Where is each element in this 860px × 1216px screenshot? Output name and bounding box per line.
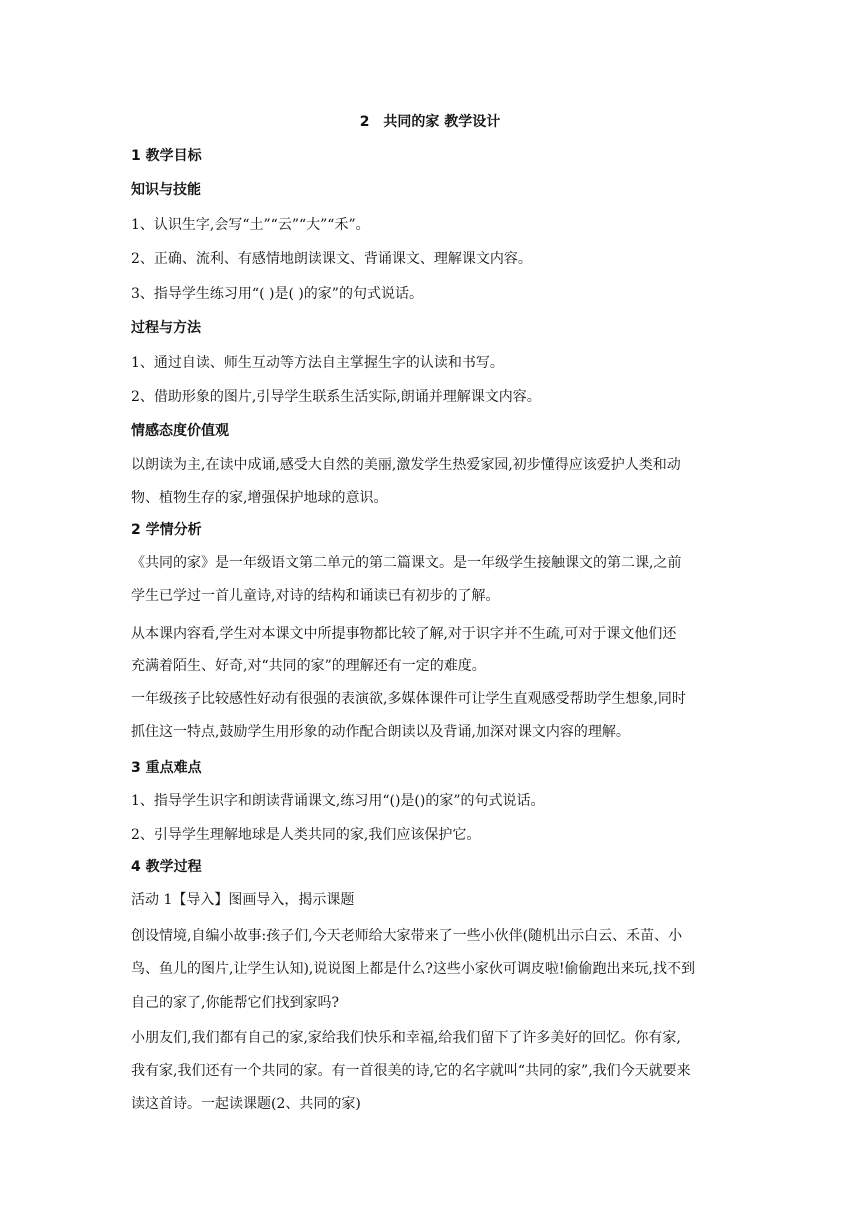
section-heading-process: 4 教学过程	[131, 859, 202, 875]
paragraph-line: 我有家,我们还有一个共同的家。有一首很美的诗,它的名字就叫“共同的家”,我们今天就要来	[131, 1063, 691, 1079]
paragraph-line: 1、通过自读、师生互动等方法自主掌握生字的认读和书写。	[131, 355, 504, 371]
paragraph-line: 抓住这一特点,鼓励学生用形象的动作配合朗读以及背诵,加深对课文内容的理解。	[131, 724, 630, 740]
paragraph-line: 物、植物生存的家,增强保护地球的意识。	[131, 490, 388, 506]
paragraph-line: 2、正确、流利、有感情地朗读课文、背诵课文、理解课文内容。	[131, 251, 532, 267]
section-heading-analysis: 2 学情分析	[131, 522, 202, 538]
paragraph-line: 小朋友们,我们都有自己的家,家给我们快乐和幸福,给我们留下了许多美好的回忆。你有家,	[131, 1030, 681, 1046]
subheading-process: 过程与方法	[131, 320, 201, 336]
activity-heading: 活动 1【导入】图画导入，揭示课题	[131, 892, 355, 908]
paragraph-line: 1、认识生字,会写“土”“云”“大”“禾”。	[131, 217, 370, 233]
paragraph-line: 自己的家了,你能帮它们找到家吗?	[131, 995, 339, 1011]
section-heading-keypoints: 3 重点难点	[131, 760, 202, 776]
paragraph-line: 以朗读为主,在读中成诵,感受大自然的美丽,激发学生热爱家园,初步懂得应该爱护人类和动	[131, 457, 681, 473]
paragraph-line: 2、借助形象的图片,引导学生联系生活实际,朗诵并理解课文内容。	[131, 389, 541, 405]
subheading-emotion: 情感态度价值观	[131, 423, 229, 439]
paragraph-line: 2、引导学生理解地球是人类共同的家,我们应该保护它。	[131, 827, 481, 843]
paragraph-line: 1、指导学生识字和朗读背诵课文,练习用“()是()的家”的句式说话。	[131, 793, 545, 809]
paragraph-line: 从本课内容看,学生对本课文中所提事物都比较了解,对于识字并不生疏,可对于课文他们还	[131, 626, 677, 642]
paragraph-line: 学生已学过一首儿童诗,对诗的结构和诵读已有初步的了解。	[131, 588, 500, 604]
paragraph-line: 鸟、鱼儿的图片,让学生认知),说说图上都是什么?这些小家伙可调皮啦!偷偷跑出来玩,找不到	[131, 961, 695, 977]
paragraph-line: 创设情境,自编小故事:孩子们,今天老师给大家带来了一些小伙伴(随机出示白云、禾苗、小	[131, 928, 683, 944]
paragraph-line: 一年级孩子比较感性好动有很强的表演欲,多媒体课件可让学生直观感受帮助学生想象,同时	[131, 691, 686, 707]
paragraph-line: 3、指导学生练习用“( )是( )的家”的句式说话。	[131, 286, 423, 302]
page-title: 2 共同的家 教学设计	[359, 114, 501, 130]
paragraph-line: 《共同的家》是一年级语文第二单元的第二篇课文。是一年级学生接触课文的第二课,之前	[131, 555, 682, 571]
paragraph-line: 读这首诗。一起读课题(2、共同的家)	[131, 1096, 361, 1112]
section-heading-goals: 1 教学目标	[131, 148, 202, 164]
paragraph-line: 充满着陌生、好奇,对“共同的家”的理解还有一定的难度。	[131, 658, 486, 674]
subheading-knowledge: 知识与技能	[131, 182, 201, 198]
